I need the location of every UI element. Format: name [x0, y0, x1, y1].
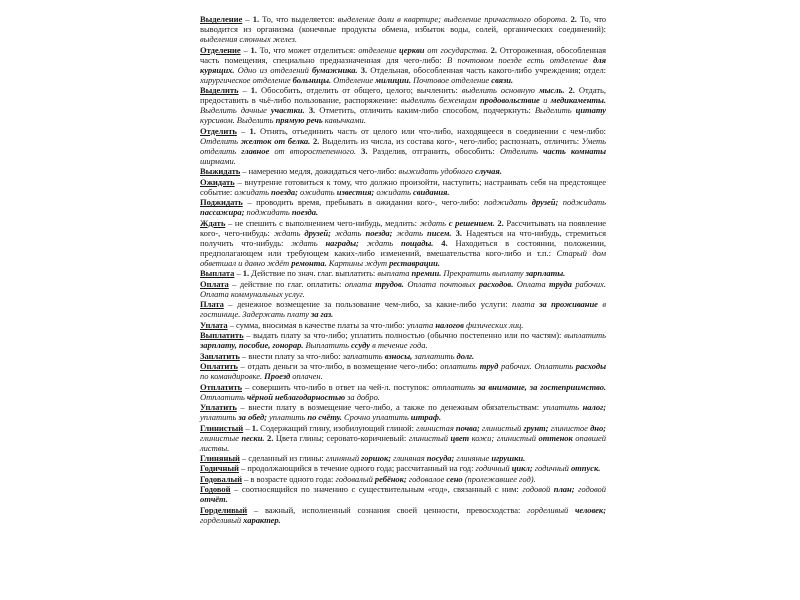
example-keyword: желток [240, 135, 272, 146]
definition-text: Отгороженная, обособленная часть помещения, специально предназначенная для чего-либо: [200, 44, 606, 65]
headword: Годовой [200, 484, 231, 495]
example-keyword: случая. [474, 166, 502, 177]
example-keyword: грунт; [523, 422, 549, 433]
example-text: ожидать [374, 186, 414, 197]
definition-text: – соотносящийся по значению с существительным «год», связанный с ним: [230, 484, 523, 495]
sense-number: 2. [497, 217, 504, 228]
dictionary-entry [200, 505, 606, 525]
dictionary-entry [200, 463, 606, 473]
example-text: Оплата [513, 278, 550, 289]
headword: Плата [200, 299, 224, 310]
example-text: оплачен. [290, 371, 323, 382]
sense-number: 1. [250, 85, 258, 96]
example-keyword: друзей; [531, 197, 559, 208]
example-text: Выделить дачные [200, 105, 271, 116]
headword: Годичный [200, 463, 239, 474]
sense-number: 1. [250, 44, 257, 55]
example-keyword: с решением. [448, 217, 495, 228]
example-keyword: прямую речь [275, 115, 323, 126]
example-keyword: план; [553, 484, 575, 495]
example-keyword: почва; [455, 422, 480, 433]
example-text: отплатить [432, 381, 478, 392]
example-text: (пролежавшее год). [462, 473, 536, 484]
example-text: уплатить [542, 402, 583, 413]
headword: Выделение [200, 14, 243, 24]
headword: Выплатить [200, 330, 244, 341]
dictionary-entry [200, 85, 606, 125]
definition-text: – продолжающийся в течение одного года; рассчитанный на год: [238, 463, 476, 474]
sense-number: 3. [455, 227, 462, 238]
example-text: Отделение [331, 74, 376, 85]
dictionary-entry [200, 330, 606, 350]
example-text: Картины ждут [326, 257, 390, 268]
example-keyword: цитату [575, 105, 606, 116]
dictionary-entry [200, 166, 606, 176]
sense-number: 3. [308, 105, 316, 116]
definition-text: – не спешить с выполнением чего-нибудь, медлить: [225, 217, 420, 228]
example-text: Выплатить [303, 340, 352, 351]
example-text: ширмами. [200, 155, 236, 166]
example-text: кожи; глинистый [469, 432, 539, 443]
example-text: Оплата почтовых [403, 278, 479, 289]
example-keyword: свидания. [413, 186, 450, 197]
headword: Отделение [200, 44, 241, 55]
headword: Глиняный [200, 453, 240, 464]
definition-text: – внести плату в возмещение чего-либо, а также по денежным обязательствам: [236, 402, 543, 413]
example-keyword: ремонта. [291, 257, 327, 268]
headword: Ждать [200, 217, 226, 228]
example-keyword: цвет [450, 432, 470, 443]
dictionary-entry [200, 474, 606, 484]
example-keyword: налог; [582, 402, 606, 413]
example-text: Отплатить [200, 391, 247, 402]
example-keyword: за газ. [310, 309, 334, 320]
example-text: заплатить [412, 350, 457, 361]
example-keyword: цикл; [511, 463, 533, 474]
definition-text: То, что выводится из организма (конечные продукты обмена, избыток воды, солей, органических соединений): [200, 14, 606, 35]
definition-text: – [238, 85, 251, 96]
example-text: выделение доли в квартире; выделение причастного оборота. [337, 14, 568, 24]
sense-number: 1. [251, 422, 259, 433]
dictionary-entry [200, 45, 606, 85]
example-keyword: характер. [243, 514, 281, 525]
definition-text: – [236, 125, 250, 136]
example-keyword: связи. [491, 74, 514, 85]
example-text: в гостинице. Задержать плату [200, 299, 607, 320]
example-text: по командировке. [200, 371, 265, 382]
definition-text: – сумма, вносимая в качестве платы за что-либо: [227, 319, 407, 330]
example-keyword: продовольствие [479, 95, 540, 106]
example-text: рабочих. Оплата коммунальных услуг. [200, 278, 606, 299]
example-text: годичный [532, 463, 571, 474]
example-keyword: трудов. [375, 278, 404, 289]
example-keyword: труда [549, 278, 572, 289]
definition-text: Выделить из числа, из состава кого-, чего-либо; распознать, отличить: [319, 135, 582, 146]
example-keyword: взносы, [384, 350, 413, 361]
dictionary-entry [200, 177, 606, 197]
definition-text: – в возрасте одного года: [242, 473, 336, 484]
dictionary-text [200, 14, 606, 525]
example-text: поджидать [244, 207, 292, 218]
example-text: годовой [574, 484, 606, 495]
example-text: ждать [291, 237, 326, 248]
dictionary-entry [200, 299, 606, 319]
sense-number: 2. [490, 44, 497, 55]
definition-text: – [234, 268, 243, 279]
headword: Поджидать [200, 197, 243, 208]
definition-text: Разделив, отгранить, обособить: [367, 145, 500, 156]
example-text: горделивый [527, 504, 575, 515]
example-keyword: писем. [427, 227, 452, 238]
example-keyword: штраф. [410, 412, 442, 423]
definition-text: – намеренно медля, дожидаться чего-либо: [240, 166, 399, 177]
example-text: глиняный [325, 453, 362, 464]
example-text: выплатить [564, 330, 606, 341]
example-keyword: известия; [336, 186, 375, 197]
example-text: глинистое [548, 422, 591, 433]
example-keyword: для курящих. [200, 54, 606, 75]
headword: Выжидать [200, 166, 241, 177]
example-keyword: за внимание, за гостеприимство. [477, 381, 607, 392]
example-keyword: дно; [590, 422, 606, 433]
headword: Ожидать [200, 176, 235, 187]
example-keyword: по счёту. [307, 412, 342, 423]
example-text: В почтовом поезде есть отделение [447, 54, 594, 65]
example-text: ждать [330, 227, 366, 238]
definition-text: – действие по глаг. оплатить: [228, 278, 345, 289]
example-keyword: милиции. [375, 74, 411, 85]
example-text: Уметь отделить [200, 135, 606, 156]
example-text: Отделить [200, 135, 241, 146]
example-keyword: мысль. [538, 85, 565, 96]
example-keyword: поезда; [365, 227, 393, 238]
example-keyword: пощады. [400, 237, 434, 248]
example-text: горделивый [200, 514, 244, 525]
example-text: ждать [358, 237, 401, 248]
example-text: хирургическое отделение [200, 74, 293, 85]
example-keyword: пассажира; [200, 207, 245, 218]
example-text: уплата [406, 319, 436, 330]
example-text: глинистая [416, 422, 456, 433]
dictionary-entry [200, 268, 606, 278]
example-text: выделения слюнных желез. [200, 34, 297, 45]
headword: Оплатить [200, 361, 238, 372]
headword: Выплата [200, 268, 235, 279]
dictionary-entry [200, 453, 606, 463]
example-text: ожидать [297, 186, 337, 197]
definition-text: Отдельная, обособленная часть какого-либо учреждения; отдел: [367, 64, 606, 75]
definition-text: – [243, 422, 252, 433]
dictionary-entry [200, 320, 606, 330]
example-text: Старый дом обветшал и давно ждёт [200, 247, 606, 268]
example-keyword: больницы. [292, 74, 332, 85]
sense-number: 2. [570, 14, 577, 24]
example-text: рабочих. Оплатить [498, 361, 576, 372]
example-keyword: главное [241, 145, 270, 156]
example-keyword: пески. [241, 432, 265, 443]
example-keyword: отчёт. [200, 494, 228, 505]
definition-text: То, что выделяется: [259, 14, 338, 24]
definition-text: Содержащий глину, изобилующий глиной: [258, 422, 417, 433]
example-keyword: зарплаты. [525, 268, 566, 279]
example-keyword: друзей; [304, 227, 331, 238]
definition-text: Рассчитывать на появление кого-, чего-нибудь: [200, 217, 606, 238]
sense-number: 2. [312, 135, 320, 146]
example-keyword: долг. [456, 350, 475, 361]
example-keyword: посуда; [426, 453, 455, 464]
headword: Уплата [200, 319, 228, 330]
example-keyword: реставрации. [389, 257, 440, 268]
example-text: выжидать удобного [398, 166, 475, 177]
headword: Горделивый [200, 504, 248, 515]
example-text: годичный [475, 463, 512, 474]
dictionary-entry [200, 279, 606, 299]
example-text: выплата [377, 268, 412, 279]
example-keyword: за проживание [539, 299, 598, 310]
example-text: выделить беженцам [400, 95, 480, 106]
example-text: Срочно уплатить [341, 412, 411, 423]
dictionary-entry [200, 197, 606, 217]
example-text: ждать [419, 217, 449, 228]
dictionary-entry [200, 382, 606, 402]
definition-text: Действие по знач. глаг. выплатить: [249, 268, 378, 279]
definition-text: – проводить время, пребывать в ожидании кого-, чего-либо: [242, 197, 485, 208]
definition-text: – внести плату за что-либо: [239, 350, 343, 361]
sense-number: 1. [242, 268, 250, 279]
example-keyword: расходов. [478, 278, 514, 289]
example-text: отделение [358, 44, 400, 55]
example-text: глиняные [454, 453, 492, 464]
example-text: курсивом. Выделить [200, 115, 276, 126]
example-keyword: от белка. [274, 135, 311, 146]
example-text: уплатить [200, 412, 239, 423]
example-keyword: труд [479, 361, 499, 372]
example-keyword: часть комнаты [542, 145, 606, 156]
definition-text: – [242, 14, 253, 24]
example-keyword: налогов [435, 319, 464, 330]
example-keyword: зарплату, пособие, гонорар. [200, 340, 304, 351]
example-keyword: расходы [575, 361, 606, 372]
example-keyword: поезда; [271, 186, 298, 197]
example-text: заплатить [342, 350, 385, 361]
example-keyword: Проезд [264, 371, 291, 382]
example-keyword: горшок; [361, 453, 392, 464]
definition-text: – внутренне готовиться к тому, что должно произойти, наступить; настраивать себя на предстоящее событие: [200, 176, 606, 197]
dictionary-entry [200, 218, 606, 268]
example-text: глинистый [479, 422, 524, 433]
definition-text: Находиться в состоянии, положении, предполагающем или требующем каких-либо изменений, вмешательства кого-либо и т.п.: [200, 237, 606, 258]
example-text: глиняная [391, 453, 427, 464]
definition-text: Отнять, отъединить часть от целого или что-либо, находящееся в соединении с чем-либо: [255, 125, 607, 136]
example-text: годовалый [335, 473, 375, 484]
sense-number: 3. [360, 64, 368, 75]
example-text: поджидать [558, 197, 606, 208]
example-keyword: игрушки. [491, 453, 526, 464]
example-keyword: человек; [574, 504, 606, 515]
headword: Отделить [200, 125, 237, 136]
example-text: от второстепенного. [269, 145, 357, 156]
headword: Уплатить [200, 402, 237, 413]
example-keyword: поезда. [291, 207, 319, 218]
example-text: Почтовое отделение [410, 74, 492, 85]
dictionary-entry [200, 14, 606, 44]
example-text: Отделить [499, 145, 543, 156]
example-keyword: чёрной неблагодарностью [246, 391, 346, 402]
definition-text: – сделанный из глины: [239, 453, 326, 464]
sense-number: 1. [249, 125, 256, 136]
example-keyword: за обед; [238, 412, 267, 423]
example-text: и [539, 95, 551, 106]
example-text: в течение года. [370, 340, 428, 351]
definition-text: – [240, 44, 251, 55]
headword: Отплатить [200, 381, 243, 392]
example-text: Прекратить выплату [441, 268, 526, 279]
example-text: плата [511, 299, 540, 310]
example-text: за добро. [345, 391, 380, 402]
example-text: опавшей листвы. [200, 432, 607, 453]
example-keyword: медикаменты. [550, 95, 606, 106]
definition-text: – выдать плату за что-либо; уплатить полностью (обычно постепенно или по частям): [243, 330, 565, 341]
example-keyword: ребёнок; [374, 473, 407, 484]
definition-text: – важный, исполненный сознания своей ценности, превосходства: [247, 504, 528, 515]
example-keyword: премии. [411, 268, 442, 279]
sense-number: 2. [568, 85, 575, 96]
example-text: от государства. [424, 44, 488, 55]
example-text: выделить основную [461, 85, 539, 96]
sense-number: 1. [252, 14, 260, 24]
definition-text: Обособить, отделить от общего, целого; вычленить: [257, 85, 462, 96]
example-text: глинистый [408, 432, 451, 443]
example-keyword: участки. [270, 105, 305, 116]
headword: Оплата [200, 278, 229, 289]
definition-text: То, что может отделиться: [256, 44, 359, 55]
example-keyword: бумажника. [312, 64, 358, 75]
sense-number: 4. [441, 237, 448, 248]
definition-text: – отдать деньги за что-либо, в возмещение чего-либо: [237, 361, 441, 372]
example-keyword: награды; [325, 237, 359, 248]
definition-text: – денежное возмещение за пользование чем-либо, за какие-либо услуги: [223, 299, 512, 310]
dictionary-entry [200, 402, 606, 422]
example-text: кавычками. [322, 115, 366, 126]
headword: Глинистый [200, 422, 244, 433]
definition-text: Отдать, предоставить в чьё-либо пользование, распоряжение: [200, 85, 606, 106]
example-text: физических лиц. [463, 319, 524, 330]
example-text: Одно из отделений [234, 64, 312, 75]
example-keyword: ссуду [351, 340, 370, 351]
headword: Заплатить [200, 350, 240, 361]
definition-text: Отметить, отличить каким-либо способом, подчеркнуть: [315, 105, 535, 116]
example-text: уплатить [266, 412, 308, 423]
example-keyword: отпуск. [570, 463, 601, 474]
sense-number: 3. [361, 145, 368, 156]
sense-number: 2. [267, 432, 274, 443]
dictionary-entry [200, 484, 606, 504]
definition-text: – совершить что-либо в ответ на чей-л. поступок: [242, 381, 433, 392]
example-keyword: сено [446, 473, 463, 484]
headword: Выделить [200, 85, 239, 96]
dictionary-entry [200, 361, 606, 381]
dictionary-entry [200, 351, 606, 361]
example-text: оплата [344, 278, 376, 289]
example-text: годовой [522, 484, 554, 495]
example-text: годовалое [406, 473, 447, 484]
example-text: Выделить [534, 105, 576, 116]
example-keyword: оттенок [538, 432, 573, 443]
example-text: ожидать [234, 186, 272, 197]
definition-text: Надеяться на что-нибудь, стремиться получить что-нибудь: [200, 227, 606, 248]
headword: Годовалый [200, 473, 243, 484]
example-text: глинистые [200, 432, 242, 443]
example-keyword: церкви [399, 44, 425, 55]
dictionary-entry [200, 126, 606, 166]
example-text: ждать [392, 227, 428, 238]
dictionary-entry [200, 423, 606, 453]
definition-text: Цвета глины; серовато-коричневый: [273, 432, 409, 443]
example-text: ждать [273, 227, 305, 238]
example-text: поджидать [484, 197, 532, 208]
example-text: оплатить [440, 361, 480, 372]
